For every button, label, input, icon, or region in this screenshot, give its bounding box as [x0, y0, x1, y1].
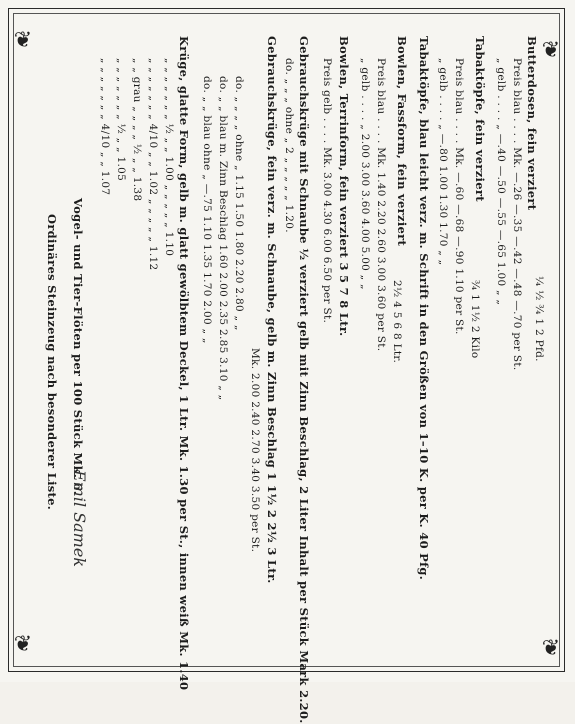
price-row: do. „ „ blau m. Zinn Beschlag 1.60 2.00 2.35 2.85 3.10 „ „	[217, 76, 229, 401]
vogel-floeten-line: Vogel- und Tier-Flöten per 100 Stück Mk. 6.	[71, 198, 85, 496]
price-list-content	[27, 18, 547, 724]
size-header-row: ¾ 1 1½ 2 Kilo	[469, 280, 481, 359]
corner-ornament-icon: ❦	[541, 636, 561, 661]
section-heading-tabaktoepfe: Tabaktöpfe, fein verziert	[473, 36, 487, 202]
price-row: Preis blau . . . . Mk. 1.40 2.20 2.60 3.00 3.60 per St.	[375, 58, 387, 352]
section-heading-tabaktoepfe-schrift: Tabaktöpfe, blau leicht verz. m. Schrift in den Größen von 1–10 K. per K. 40 Pfg.	[417, 36, 431, 581]
corner-ornament-icon: ❦	[13, 632, 33, 657]
section-heading-gebrauchskruege: Gebrauchskrüge mit Schnaube ½ verziert gelb mit Zinn Beschlag, 2 Liter Inhalt per Stück Mark 2.20.	[297, 36, 311, 724]
corner-ornament-icon: ❦	[13, 28, 33, 53]
price-row: do. „ „ „ ohne „ 2 „ „ „ „ „ 1.20.	[283, 58, 295, 233]
size-header-row: ¼ ½ ¾ 1 2 Pfd.	[533, 276, 545, 362]
price-row: do. „ „ „ „ ohne „ 1.15 1.50 1.80 2.20 2.80 „ „	[233, 76, 245, 331]
price-row: „ „ „ „ „ „ „ ½ „ „ 1.05	[115, 58, 127, 182]
price-row: „ „ „ „ „ „ „ ½ „ „ 1.00 „ „ „ „ „ 1.10	[163, 58, 175, 257]
price-row: „ gelb . . . . „ —.80 1.00 1.30 1.70 „ „	[437, 58, 449, 266]
price-row: „ gelb . . . . „ —.40 —.50 —.55 —.65 1.00 „ „	[495, 58, 507, 306]
price-row: Mk. 2.00 2.40 2.70 3.40 3.50 per St.	[249, 348, 261, 553]
section-heading-gebrauchskruege-fein: Gebrauchskrüge, fein verz. m. Schnaube, gelb m. Zinn Beschlag 1 1½ 2 2½ 3 Ltr.	[265, 36, 279, 584]
section-heading-kruege: Krüge, glatte Form, gelb m. glatt gewölbtem Deckel, 1 Ltr. Mk. 1.30 per St., innen weiß Mk. 1.40	[177, 36, 191, 691]
section-heading-bowlen-fassform: Bowlen, Fassform, fein verziert	[395, 36, 409, 247]
price-row: „ „ „ „ „ „ „ 4/10 „ „ 1.07	[99, 58, 111, 196]
price-row: do. „ „ blau ohne „ —.75 1.10 1.35 1.70 2.00 „ „	[201, 76, 213, 344]
price-row: „ „ „ „ „ „ „ 4/10 „ „ 1.02 „ „ „ „ „ 1.12	[147, 58, 159, 271]
steinzeug-line: Ordinäres Steinzeug nach besonderer Liste.	[45, 214, 59, 511]
size-header-row: 2½ 4 5 6 8 Ltr.	[391, 280, 403, 364]
price-row: Preis blau . . . . Mk. —.26 —.35 —.42 —.48 —.70 per St.	[511, 58, 523, 371]
price-row: Preis gelb . . . . Mk. 3.00 4.30 6.00 6.50 per St.	[321, 58, 333, 324]
price-row: „ „ grau „ „ „ „ ½ „ „ 1.38	[131, 58, 143, 202]
section-heading-butterdosen: Butterdosen, fein verziert	[525, 36, 539, 211]
handwritten-signature: Emil Samek	[70, 470, 89, 568]
price-row: Preis blau . . . . Mk. —.60 —.68 —.90 1.10 per St.	[453, 58, 465, 335]
price-row: „ gelb . . . . „ 2.00 3.00 3.60 4.00 5.00 „ „	[359, 58, 371, 290]
corner-ornament-icon: ❦	[541, 38, 561, 63]
section-heading-bowlen-terrinform: Bowlen, Terrinform, fein verziert 3 5 7 8 Ltr.	[337, 36, 351, 337]
